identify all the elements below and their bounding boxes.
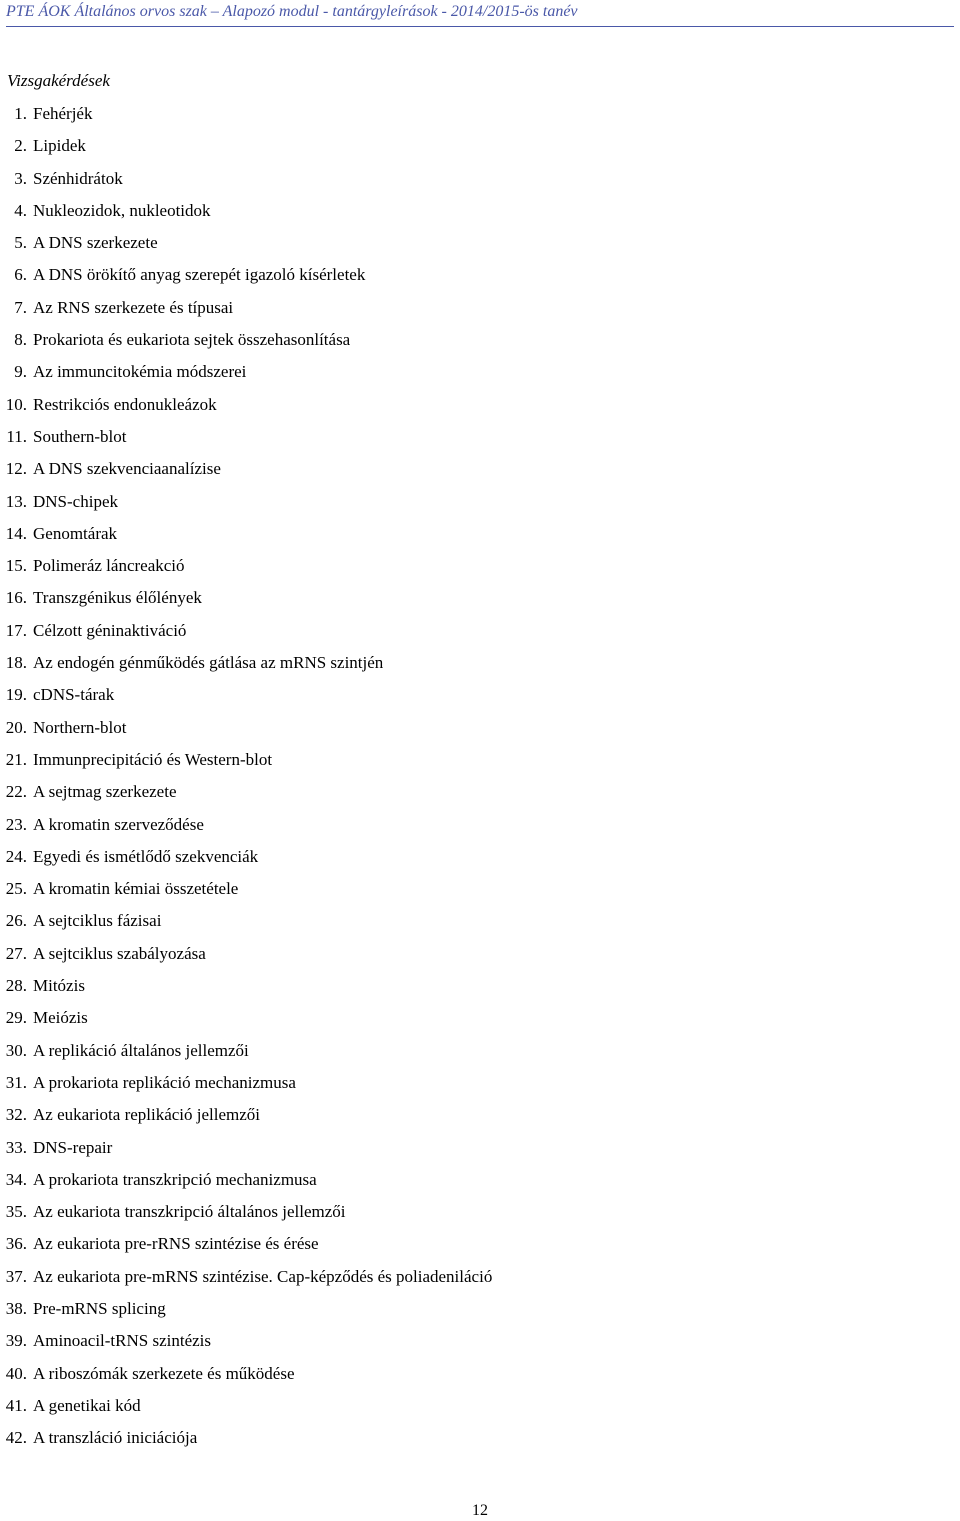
list-item-number: 9.	[14, 362, 27, 382]
list-item-number: 31.	[5, 1072, 27, 1092]
list-item-text: Southern-blot	[33, 426, 127, 446]
list-item-text: Az endogén génműködés gátlása az mRNS szintjén	[33, 653, 384, 673]
list-item-text: A prokariota transzkripció mechanizmusa	[33, 1169, 317, 1189]
list-item-text: Egyedi és ismétlődő szekvenciák	[33, 846, 259, 866]
list-item-number: 12.	[5, 459, 27, 479]
list-item-text: Lipidek	[33, 136, 86, 156]
list-item-number: 16.	[5, 588, 27, 608]
list-item-number: 15.	[5, 556, 27, 576]
list-item-number: 26.	[5, 911, 27, 931]
list-item-number: 29.	[5, 1008, 27, 1028]
list-item-text: Meiózis	[33, 1008, 88, 1028]
list-item-text: A riboszómák szerkezete és működése	[33, 1363, 295, 1383]
list-item-text: Az eukariota pre-mRNS szintézise. Cap-képződés és poliadeniláció	[33, 1266, 493, 1286]
list-item-number: 2.	[14, 136, 27, 156]
list-item-text: Az immuncitokémia módszerei	[33, 362, 247, 382]
list-item-text: Prokariota és eukariota sejtek összehasonlítása	[33, 330, 351, 350]
list-item-number: 8.	[14, 330, 27, 350]
list-item-number: 23.	[5, 814, 27, 834]
page-header: PTE ÁOK Általános orvos szak – Alapozó modul - tantárgyleírások - 2014/2015-ös tanév	[6, 3, 578, 20]
list-item-text: Az RNS szerkezete és típusai	[33, 297, 234, 317]
list-item-text: Nukleozidok, nukleotidok	[33, 200, 211, 220]
list-item-number: 25.	[5, 879, 27, 899]
list-item-text: A kromatin kémiai összetétele	[33, 879, 239, 899]
list-item-number: 17.	[5, 620, 27, 640]
list-item-text: A prokariota replikáció mechanizmusa	[33, 1072, 296, 1092]
list-item-number: 10.	[5, 394, 27, 414]
list-item-number: 24.	[5, 846, 27, 866]
list-item-number: 13.	[5, 491, 27, 511]
header-divider	[6, 26, 954, 27]
list-item-text: Genomtárak	[33, 523, 118, 543]
list-item-text: Az eukariota pre-rRNS szintézise és érése	[33, 1234, 319, 1254]
list-item-text: DNS-repair	[33, 1137, 113, 1157]
list-item-number: 38.	[5, 1298, 27, 1318]
list-item-number: 11.	[6, 426, 27, 446]
list-item-number: 32.	[5, 1105, 27, 1125]
list-item-number: 36.	[5, 1234, 27, 1254]
list-item-text: Immunprecipitáció és Western-blot	[33, 749, 273, 769]
list-item-number: 1.	[14, 104, 27, 123]
list-item-number: 30.	[5, 1040, 27, 1060]
section-title: Vizsgakérdések	[7, 71, 110, 90]
list-item-text: A DNS szerkezete	[33, 233, 158, 253]
list-item-text: cDNS-tárak	[33, 685, 115, 705]
list-item-text: A sejtciklus szabályozása	[33, 943, 206, 963]
list-item-number: 37.	[5, 1266, 27, 1286]
list-item-text: A transzláció iniciációja	[33, 1428, 198, 1448]
list-item-number: 14.	[5, 523, 27, 543]
list-item-number: 42.	[5, 1428, 27, 1448]
list-item-number: 33.	[5, 1137, 27, 1157]
list-item-number: 34.	[5, 1169, 27, 1189]
list-item-number: 21.	[5, 749, 27, 769]
list-item-text: Fehérjék	[33, 104, 93, 123]
list-item-number: 39.	[5, 1331, 27, 1351]
list-item-text: A sejtciklus fázisai	[33, 911, 162, 931]
list-item-number: 18.	[5, 653, 27, 673]
list-item-text: Transzgénikus élőlények	[33, 588, 202, 608]
list-item-text: DNS-chipek	[33, 491, 118, 511]
list-item-text: A sejtmag szerkezete	[33, 782, 177, 802]
list-item-number: 22.	[5, 782, 27, 802]
list-item-text: Aminoacil-tRNS szintézis	[33, 1331, 212, 1351]
list-item-text: A replikáció általános jellemzői	[33, 1040, 249, 1060]
list-item-text: Az eukariota transzkripció általános jellemzői	[33, 1202, 346, 1222]
list-item-number: 3.	[14, 168, 27, 188]
list-item-text: Restrikciós endonukleázok	[33, 394, 217, 414]
list-item-text: Polimeráz láncreakció	[33, 556, 185, 576]
list-item-text: Pre-mRNS splicing	[33, 1298, 166, 1318]
list-item-number: 28.	[5, 976, 27, 996]
list-item-number: 19.	[5, 685, 27, 705]
list-item-number: 6.	[14, 265, 27, 285]
list-item-text: Northern-blot	[33, 717, 127, 737]
list-item-text: Szénhidrátok	[33, 168, 123, 188]
list-item-number: 5.	[14, 233, 27, 253]
list-item-number: 41.	[5, 1395, 27, 1415]
list-item-text: Mitózis	[33, 976, 85, 996]
list-item-text: A DNS örökítő anyag szerepét igazoló kísérletek	[33, 265, 366, 285]
list-item-number: 4.	[14, 200, 27, 220]
list-item-number: 27.	[5, 943, 27, 963]
list-item-number: 20.	[5, 717, 27, 737]
list-item-text: A genetikai kód	[33, 1395, 141, 1415]
page-number: 12	[472, 1502, 488, 1519]
list-item-text: A kromatin szerveződése	[33, 814, 204, 834]
list-item-number: 40.	[5, 1363, 27, 1383]
list-item-number: 7.	[14, 297, 27, 317]
list-item-text: A DNS szekvenciaanalízise	[33, 459, 221, 479]
list-item-text: Célzott géninaktiváció	[33, 620, 187, 640]
list-item-number: 35.	[5, 1202, 27, 1222]
list-item-text: Az eukariota replikáció jellemzői	[33, 1105, 261, 1125]
